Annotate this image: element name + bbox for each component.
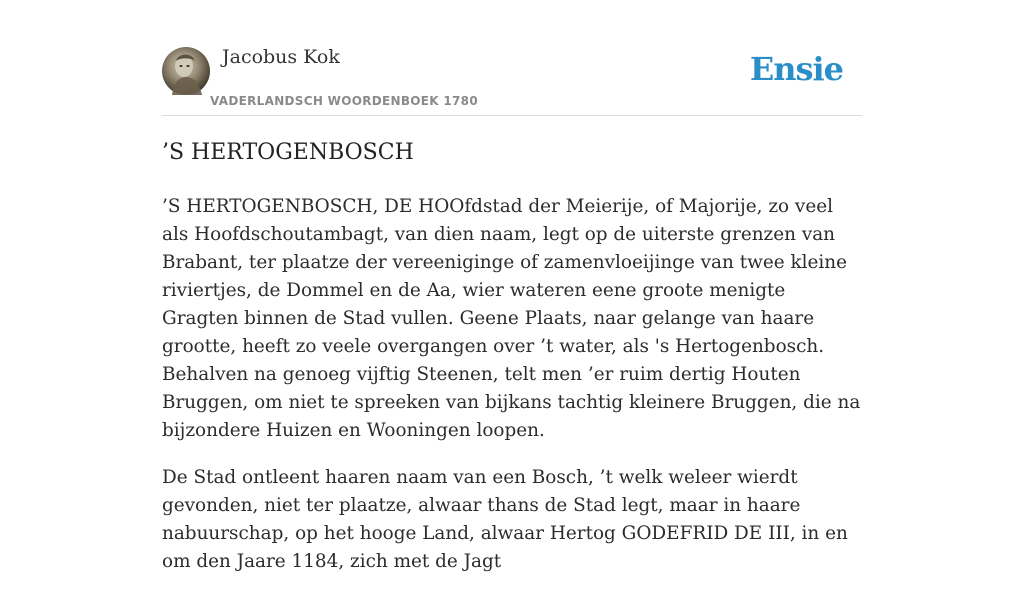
entry-title: ’S HERTOGENBOSCH (162, 140, 414, 165)
entry-body (162, 193, 862, 595)
portrait-avatar-icon (162, 47, 210, 95)
author-name[interactable]: Jacobus Kok (222, 46, 340, 68)
source-label: VADERLANDSCH WOORDENBOEK 1780 (210, 94, 478, 108)
author-avatar[interactable] (162, 47, 210, 95)
paragraph-1: ’S HERTOGENBOSCH, DE HOOfdstad der Meierije, of Majorije, zo veel als Hoofdschoutambagt, van dien naam, legt op de uiterste grenzen van Brabant, ter plaatze der vereeniginge of zamenvloeijinge van twee kleine riviertjes, de Dommel en de Aa, wier wateren eene groote menigte Gragten binnen de Stad vullen. Geene Plaats, naar gelange van haare grootte, heeft zo veele overgangen over ’t water, als 's Hertogenbosch. Behalven na genoeg vijftig Steenen, telt men ’er ruim dertig Houten Bruggen, om niet te spreeken van bijkans tachtig kleinere Bruggen, die na bijzondere Huizen en Wooningen loopen. (162, 196, 861, 441)
ensie-logo[interactable]: Ensie (749, 50, 843, 88)
entry-header (162, 0, 862, 116)
paragraph-2: De Stad ontleent haaren naam van een Bosch, ’t welk weleer wierdt gevonden, niet ter plaatze, alwaar thans de Stad legt, maar in haare nabuurschap, op het hooge Land, alwaar Hertog GODEFRID DE III, in en om den Jaare 1184, zich met de Jagt (162, 467, 848, 572)
